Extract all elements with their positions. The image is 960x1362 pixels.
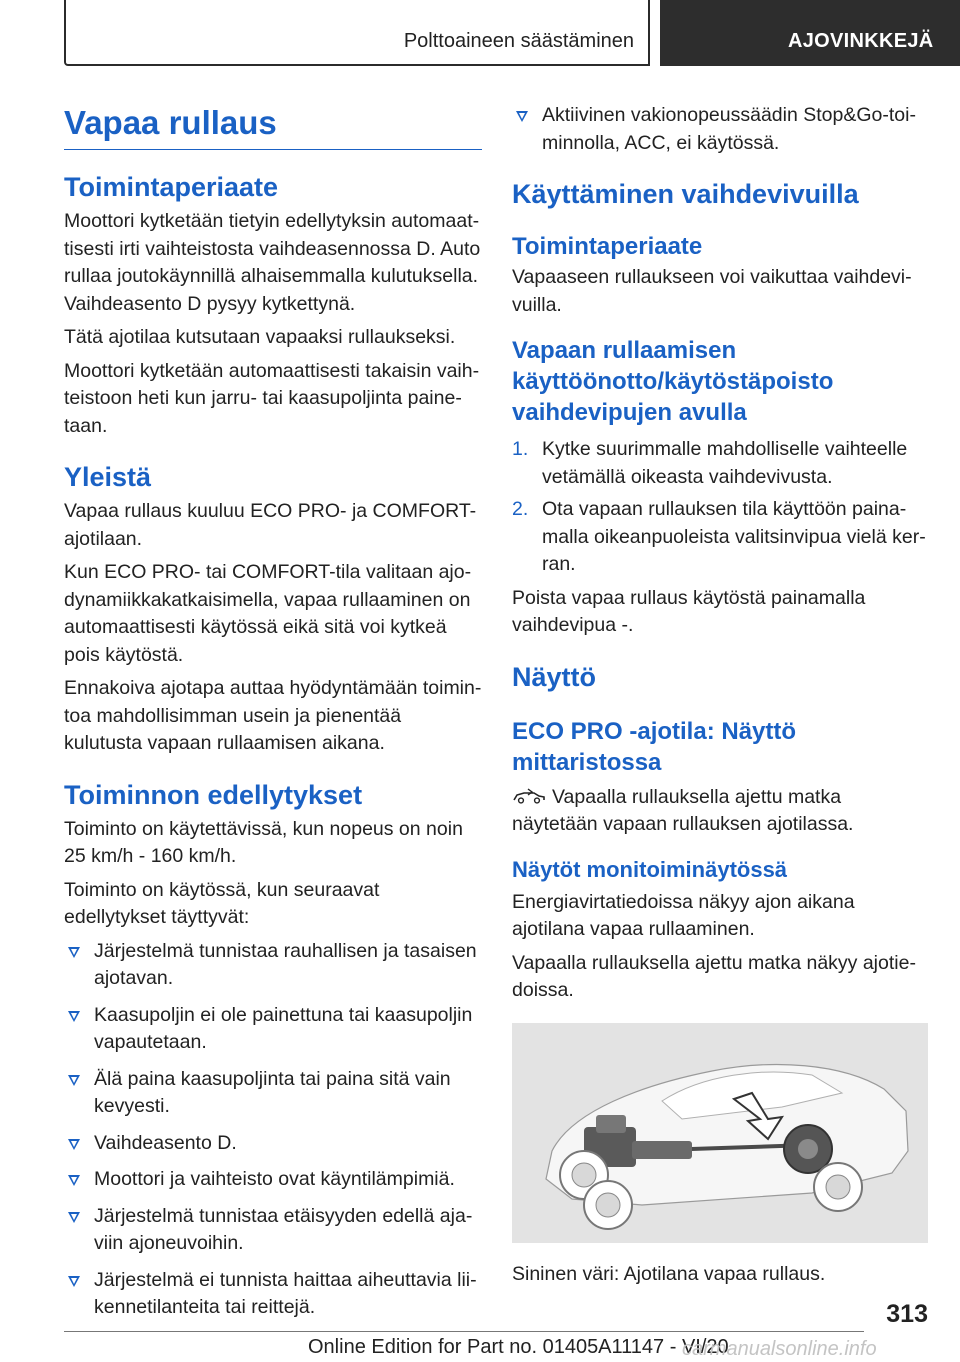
list-item: Älä paina kaasupoljinta tai paina sitä vain kevyesti.: [64, 1066, 482, 1121]
bullet-triangle-icon: [68, 1175, 80, 1186]
step-item: 1. Kytke suurimmalle mahdolliselle vaihteelle vetämällä oikeasta vaihdevivusta.: [512, 438, 908, 488]
paragraph: Vapaa rullaus kuuluu ECO PRO- ja COMFORT-ajotilaan.: [64, 500, 477, 550]
header-section-tab: [64, 0, 650, 66]
bullet-triangle-icon: [68, 1139, 80, 1150]
page-title: Vapaa rullaus: [64, 100, 482, 150]
conditions-list: [64, 938, 482, 1322]
heading-yleista: Yleistä: [64, 462, 152, 492]
coasting-car-icon: [512, 788, 546, 804]
list-item: Moottori ja vaihteisto ovat käyntilämpimiä.: [64, 1166, 482, 1194]
paragraph: Kun ECO PRO- tai COMFORT-tila valitaan ajodynamiikkakatkaisimella, vapaa rullaaminen on automaattisesti käytössä eikä sitä voi kytkeä pois käytöstä.: [64, 561, 472, 666]
bullet-triangle-icon: [68, 1011, 80, 1022]
coasting-display-line: Vapaalla rullauksella ajettu matka näytetään vapaan rullauksen ajotilassa.: [512, 785, 854, 835]
right-column: [512, 100, 932, 1288]
heading-toimintaperiaate-2: Toimintaperiaate: [512, 233, 703, 260]
heading-eco-pro-naytto: ECO PRO -ajotila: Näyttö mittaristossa: [512, 717, 797, 776]
bullet-triangle-icon: [68, 947, 80, 958]
paragraph: Toiminto on käytössä, kun seuraavat edellytykset täyttyvät:: [64, 878, 380, 928]
bullet-triangle-icon: [516, 111, 528, 122]
list-item: Kaasupoljin ei ole painettuna tai kaasupoljin vapautetaan.: [64, 1002, 482, 1057]
list-item: Järjestelmä tunnistaa etäisyyden edellä ajaviin ajoneuvoihin.: [64, 1203, 482, 1258]
paragraph: Ennakoiva ajotapa auttaa hyödyntämään toimintoa mahdollisimman usein ja pienentää kulutusta vapaan rullaamisen aikana.: [64, 677, 482, 754]
heading-naytto: Näyttö: [512, 661, 597, 692]
bullet-triangle-icon: [68, 1276, 80, 1287]
heading-monitoiminaytto: Näytöt monitoiminäytössä: [512, 856, 788, 882]
left-column: [64, 100, 482, 1331]
paragraph: Energiavirtatiedoissa näkyy ajon aikana ajotilana vapaa rullaaminen.: [512, 890, 855, 940]
paragraph: Tätä ajotilaa kutsutaan vapaaksi rullaukseksi.: [64, 326, 456, 348]
paragraph: Poista vapaa rullaus käytöstä painamalla vaihdevipua -.: [512, 586, 866, 636]
list-item: Järjestelmä ei tunnista haittaa aiheuttavia liikennetilanteita tai reittejä.: [64, 1267, 482, 1322]
heading-toimintaperiaate: Toimintaperiaate: [64, 172, 279, 202]
watermark: carmanualsonline.info: [682, 1338, 877, 1360]
car-drivetrain-illustration: [512, 1023, 928, 1243]
header-section-title: Polttoaineen säästäminen: [403, 30, 634, 52]
heading-vaihdevivut: Käyttäminen vaihdevivuilla: [512, 179, 859, 209]
paragraph: Toiminto on käytettävissä, kun nopeus on noin 25 km/h - 160 km/h.: [64, 817, 463, 867]
header-chapter-title: AJOVINKKEJÄ: [788, 30, 934, 52]
heading-kayttoonotto: Vapaan rullaamisen käyttöönotto/käytöstäpoisto vaihdevipujen avulla: [512, 337, 834, 426]
paragraph: Vapaaseen rullaukseen voi vaikuttaa vaihdevivuilla.: [512, 266, 912, 316]
car-illustration-svg: [512, 1023, 928, 1243]
bullet-triangle-icon: [68, 1212, 80, 1223]
list-item: Vaihdeasento D.: [64, 1130, 482, 1158]
list-item: Järjestelmä tunnistaa rauhallisen ja tasaisen ajotavan.: [64, 938, 482, 993]
paragraph: Moottori kytketään tietyin edellytyksin automaattisesti irti vaihteistosta vaihdeasennossa D. Auto rullaa joutokäynnillä alhaisemmalla kulutuksella. Vaihdeasento D pysyy kytkettynä.: [64, 210, 481, 315]
step-item: 2. Ota vapaan rullauksen tila käyttöön painamalla oikeanpuoleista valitsinvipua vielä kerran.: [512, 498, 926, 575]
heading-edellytykset: Toiminnon edellytykset: [64, 779, 363, 810]
paragraph: Vapaalla rullauksella ajettu matka näkyy ajotiedoissa.: [512, 951, 916, 1001]
steps-list: [512, 436, 932, 579]
figure-caption: Sininen väri: Ajotilana vapaa rullaus.: [512, 1262, 826, 1285]
paragraph: Moottori kytketään automaattisesti takaisin vaihteistoon heti kun jarru- tai kaasupoljinta painetaan.: [64, 359, 480, 437]
header-chapter-tab: [660, 0, 960, 66]
bullet-triangle-icon: [68, 1075, 80, 1086]
footer-divider: [64, 1331, 864, 1332]
page-number: 313: [886, 1300, 928, 1328]
edition-text: Online Edition for Part no. 01405A11147 - VI/20: [308, 1336, 729, 1358]
list-item: Aktiivinen vakionopeussäädin Stop&Go-toiminnolla, ACC, ei käytössä.: [512, 102, 932, 157]
conditions-list-continued: [512, 102, 932, 157]
